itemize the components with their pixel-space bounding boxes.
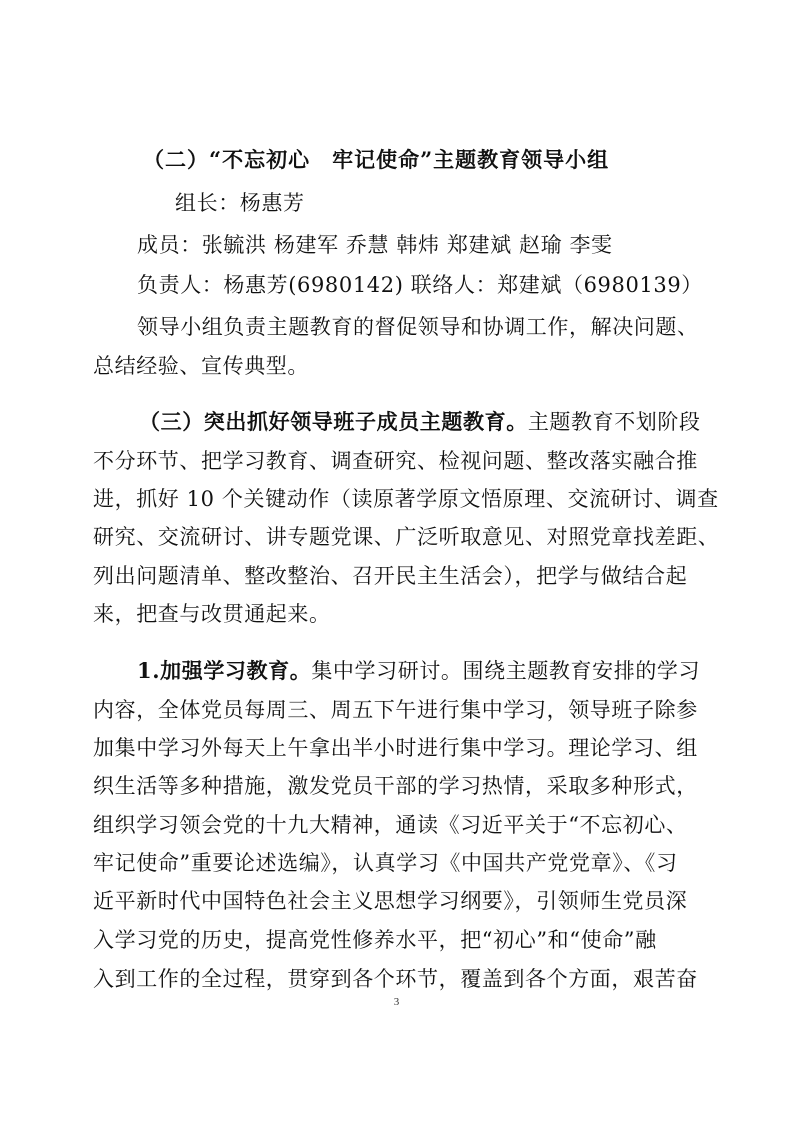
group-duty-line-1: 领导小组负责主题教育的督促领导和协调工作，解决问题、: [137, 315, 699, 339]
page-number: 3: [393, 996, 400, 1008]
section3-line-3: 进，抓好 10 个关键动作（读原著学原文悟原理、交流研讨、调查: [93, 487, 719, 511]
item1-line-5: 组织学习领会党的十九大精神，通读《习近平关于“不忘初心、: [93, 813, 688, 837]
section3-line1-text: 主题教育不划阶段: [527, 410, 701, 434]
item1-heading: 1.加强学习教育。: [137, 658, 312, 683]
section3-heading: （三）突出抓好领导班子成员主题教育。: [139, 409, 528, 434]
item1-line-2: 内容，全体党员每周三、周五下午进行集中学习，领导班子除参: [93, 698, 698, 722]
item1-line1-text: 集中学习研讨。围绕主题教育安排的学习: [311, 659, 701, 683]
section3-line-2: 不分环节、把学习教育、调查研究、检视问题、整改落实融合推: [93, 449, 698, 473]
group-contacts: 负责人：杨惠芳(6980142) 联络人：郑建斌（6980139）: [137, 273, 703, 297]
section3-line-6: 来，把查与改贯通起来。: [93, 602, 331, 626]
item1-line-6: 牢记使命”重要论述选编》，认真学习《中国共产党党章》、《习: [93, 851, 678, 875]
group-leader: 组长：杨惠芳: [175, 191, 305, 215]
group-duty-line-2: 总结经验、宣传典型。: [93, 354, 309, 378]
item1-line-9: 入到工作的全过程，贯穿到各个环节，覆盖到各个方面，艰苦奋: [93, 967, 698, 991]
group-members: 成员：张毓洪 杨建军 乔慧 韩炜 郑建斌 赵瑜 李雯: [137, 233, 613, 257]
section-heading-leading-group: （二）“不忘初心 牢记使命”主题教育领导小组: [143, 147, 610, 172]
item1-line-8: 入学习党的历史，提高党性修养水平，把“初心”和“使命”融: [93, 928, 657, 952]
section3-line-4: 研究、交流研讨、讲专题党课、广泛听取意见、对照党章找差距、: [93, 525, 720, 549]
item1-first-line: [137, 657, 700, 685]
section3-line-5: 列出问题清单、整改整治、召开民主生活会），把学与做结合起: [93, 564, 688, 588]
item1-line-4: 织生活等多种措施，激发党员干部的学习热情，采取多种形式，: [93, 774, 698, 798]
section3-first-line: [139, 408, 701, 436]
item1-line-7: 近平新时代中国特色社会主义思想学习纲要》，引领师生党员深: [93, 889, 688, 913]
item1-line-3: 加集中学习外每天上午拿出半小时进行集中学习。理论学习、组: [93, 736, 698, 760]
